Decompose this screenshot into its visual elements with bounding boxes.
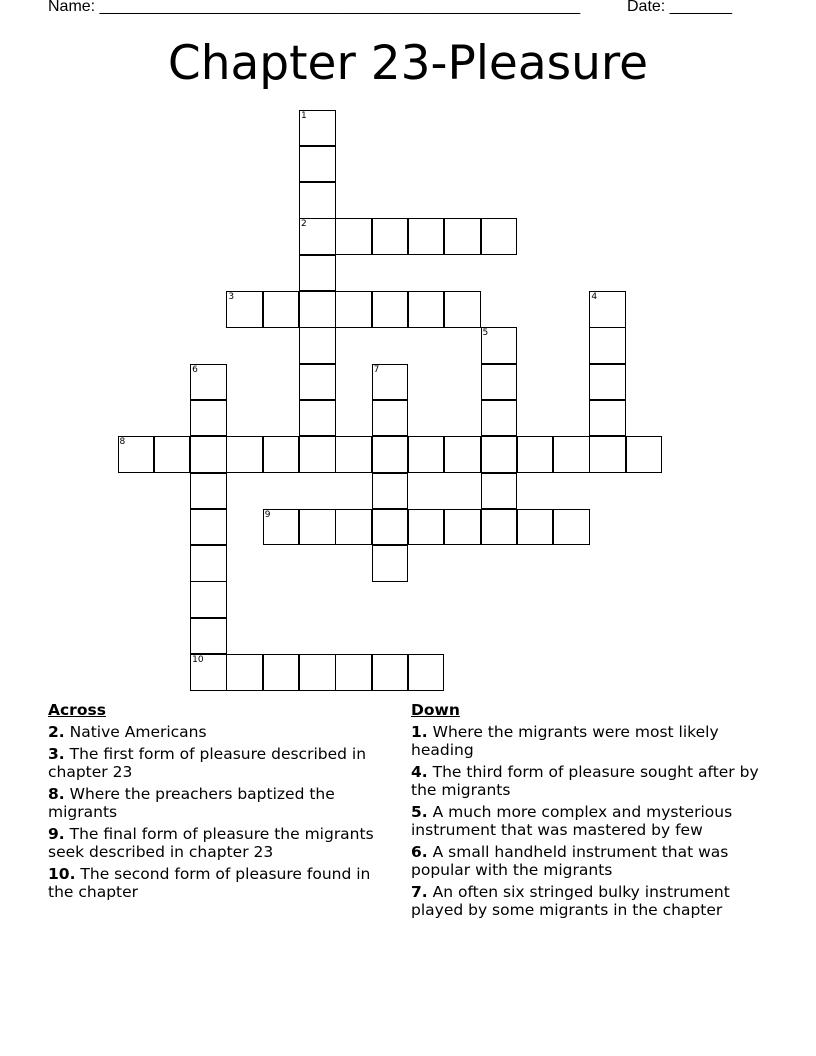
crossword-cell[interactable]	[299, 291, 336, 328]
clue-number: 3	[228, 292, 235, 302]
clue-number: 5	[482, 328, 489, 339]
crossword-cell[interactable]	[299, 654, 336, 691]
crossword-cell[interactable]	[444, 218, 481, 255]
crossword-cell[interactable]	[481, 400, 518, 437]
clue-number: 1	[301, 110, 307, 121]
crossword-cell[interactable]	[226, 436, 263, 473]
down-clue: 7. An often six stringed bulky instrument played by some migrants in the chapter	[411, 883, 730, 919]
crossword-cell[interactable]	[408, 654, 445, 691]
crossword-cell[interactable]	[190, 364, 227, 401]
down-clue: 4. The third form of pleasure sought after by the migrants	[411, 763, 759, 799]
crossword-cell[interactable]	[190, 545, 227, 582]
crossword-cell[interactable]	[517, 509, 554, 546]
crossword-cell[interactable]	[408, 436, 445, 473]
crossword-cell[interactable]	[589, 327, 626, 364]
page-title: Chapter 23-Pleasure	[167, 36, 649, 91]
down-clue: 6. A small handheld instrument that was popular with the migrants	[411, 843, 729, 879]
crossword-cell[interactable]	[517, 436, 554, 473]
across-clue: 10. The second form of pleasure found in the chapter	[48, 865, 371, 901]
crossword-cell[interactable]	[299, 182, 336, 219]
clue-number: 6	[192, 364, 198, 375]
across-clue: 2. Native Americans	[48, 723, 207, 741]
across-heading: Across	[48, 701, 106, 719]
crossword-cell[interactable]	[408, 218, 445, 255]
crossword-cell[interactable]	[372, 654, 409, 691]
crossword-cell[interactable]	[263, 291, 300, 328]
crossword-cell[interactable]	[299, 436, 336, 473]
crossword-cell[interactable]	[589, 364, 626, 401]
crossword-cell[interactable]	[444, 436, 481, 473]
crossword-cell[interactable]	[263, 436, 300, 473]
crossword-cell[interactable]	[481, 327, 518, 364]
crossword-cell[interactable]	[408, 509, 445, 546]
across-clue: 8. Where the preachers baptized the migrants	[48, 785, 335, 821]
crossword-cell[interactable]	[263, 654, 300, 691]
crossword-cell[interactable]	[444, 291, 481, 328]
crossword-cell[interactable]	[481, 218, 518, 255]
crossword-cell[interactable]	[299, 400, 336, 437]
crossword-cell[interactable]	[226, 291, 263, 328]
crossword-cell[interactable]	[335, 654, 372, 691]
crossword-cell[interactable]	[481, 436, 518, 473]
crossword-cell[interactable]	[553, 509, 590, 546]
crossword-cell[interactable]	[190, 509, 227, 546]
crossword-cell[interactable]	[553, 436, 590, 473]
crossword-cell[interactable]	[408, 291, 445, 328]
crossword-cell[interactable]	[589, 291, 626, 328]
crossword-cell[interactable]	[372, 545, 409, 582]
crossword-cell[interactable]	[299, 364, 336, 401]
down-clue: 1. Where the migrants were most likely heading	[411, 723, 719, 759]
crossword-cell[interactable]	[335, 509, 372, 546]
crossword-cell[interactable]	[589, 436, 626, 473]
crossword-cell[interactable]	[299, 327, 336, 364]
crossword-cell[interactable]	[118, 436, 155, 473]
crossword-cell[interactable]	[335, 291, 372, 328]
crossword-cell[interactable]	[190, 581, 227, 618]
crossword-cell[interactable]	[299, 110, 336, 147]
crossword-cell[interactable]	[444, 509, 481, 546]
crossword-cell[interactable]	[190, 436, 227, 473]
crossword-cell[interactable]	[372, 291, 409, 328]
across-clues	[48, 701, 398, 905]
crossword-cell[interactable]	[481, 473, 518, 510]
name-line[interactable]: Name: ______________________________________________________	[48, 0, 581, 15]
crossword-cell[interactable]	[226, 654, 263, 691]
clue-number: 10	[192, 655, 204, 665]
crossword-cell[interactable]	[263, 509, 300, 546]
date-line[interactable]: Date: _______	[627, 0, 732, 15]
across-clue: 3. The first form of pleasure described in chapter 23	[48, 745, 367, 781]
crossword-cell[interactable]	[299, 218, 336, 255]
crossword-cell[interactable]	[154, 436, 191, 473]
crossword-cell[interactable]	[299, 255, 336, 292]
down-heading: Down	[411, 701, 460, 719]
across-clue: 9. The final form of pleasure the migrants seek described in chapter 23	[48, 825, 374, 861]
clue-number: 9	[264, 509, 271, 520]
crossword-cell[interactable]	[335, 218, 372, 255]
crossword-cell[interactable]	[372, 364, 409, 401]
crossword-cell[interactable]	[335, 436, 372, 473]
crossword-cell[interactable]	[190, 618, 227, 655]
crossword-cell[interactable]	[481, 364, 518, 401]
down-clues	[411, 701, 761, 923]
crossword-cell[interactable]	[190, 400, 227, 437]
crossword-cell[interactable]	[372, 509, 409, 546]
clue-number: 7	[373, 364, 380, 375]
crossword-cell[interactable]	[626, 436, 663, 473]
crossword-cell[interactable]	[190, 654, 227, 691]
crossword-cell[interactable]	[299, 146, 336, 183]
crossword-cell[interactable]	[299, 509, 336, 546]
clue-number: 4	[591, 292, 598, 302]
crossword-cell[interactable]	[372, 400, 409, 437]
crossword-cell[interactable]	[589, 400, 626, 437]
clue-number: 2	[301, 219, 307, 230]
down-clue: 5. A much more complex and mysterious instrument that was mastered by few	[411, 803, 733, 839]
clue-number: 8	[119, 437, 126, 448]
crossword-cell[interactable]	[372, 436, 409, 473]
crossword-cell[interactable]	[372, 473, 409, 510]
crossword-cell[interactable]	[372, 218, 409, 255]
crossword-cell[interactable]	[481, 509, 518, 546]
crossword-cell[interactable]	[190, 473, 227, 510]
